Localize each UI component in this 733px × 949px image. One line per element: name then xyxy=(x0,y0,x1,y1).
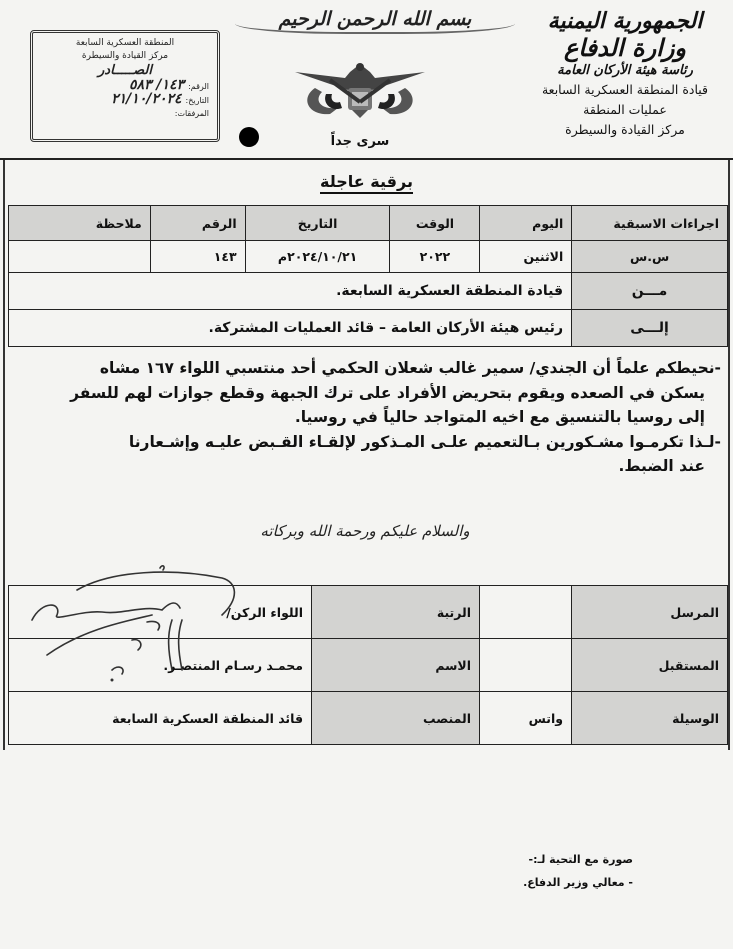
stamp-outgoing: الصـــــادر xyxy=(98,63,152,78)
to-row xyxy=(9,310,728,347)
value-day: الاثنين xyxy=(480,241,572,273)
message-body xyxy=(11,356,721,479)
info-data-row xyxy=(9,241,728,273)
signature-table xyxy=(8,585,728,745)
value-number: ١٤٣ xyxy=(150,241,245,273)
telegram-info-table xyxy=(8,205,728,273)
rank-value: اللواء الركن/ xyxy=(9,586,312,639)
value-time: ٢٠٢٢ xyxy=(390,241,480,273)
republic-name: الجمهورية اليمنية xyxy=(547,8,703,34)
header-note: ملاحظة xyxy=(9,206,151,241)
receiver-row xyxy=(9,639,728,692)
means-label: الوسيلة xyxy=(572,692,728,745)
telegram-title-text: برقية عاجلة xyxy=(320,172,413,194)
stamp-region: المنطقة العسكرية السابعة xyxy=(75,38,175,48)
header-priority: اجراءات الاسبقية xyxy=(572,206,728,241)
outgoing-stamp xyxy=(30,30,220,142)
stamp-number-value: ١٤٣/ ٥٨٣ xyxy=(128,77,185,93)
body-line: عند الضبط. xyxy=(618,457,705,475)
name-value: محمـد رسـام المنتصـر. xyxy=(9,639,312,692)
header-date: التاريخ xyxy=(245,206,390,241)
cc-recipient: - معالي وزير الدفاع. xyxy=(523,876,633,889)
header-day: اليوم xyxy=(480,206,572,241)
sender-label: المرسل xyxy=(572,586,728,639)
means-value: واتس xyxy=(480,692,572,745)
operations-name: عمليات المنطقة xyxy=(583,102,667,117)
from-value: قيادة المنطقة العسكرية السابعة. xyxy=(9,273,572,310)
stamp-attachments-label: المرفقات: xyxy=(174,109,209,118)
receiver-label: المستقبل xyxy=(572,639,728,692)
to-label: إلـــى xyxy=(572,310,728,347)
sender-row xyxy=(9,586,728,639)
means-row xyxy=(9,692,728,745)
to-value: رئيس هيئة الأركان العامة – قائد العمليات المشتركة. xyxy=(9,310,572,347)
position-label: المنصب xyxy=(312,692,480,745)
closing-greeting: والسلام عليكم ورحمة الله وبركاته xyxy=(260,522,470,540)
black-dot-mark xyxy=(239,127,259,147)
stamp-date-value: ٢١/١٠/٢٠٢٤ xyxy=(111,91,182,107)
value-note xyxy=(9,241,151,273)
stamp-date-label: التاريخ: xyxy=(185,96,209,105)
body-line: -لـذا تكرمـوا مشـكورين بـالتعميم علـى المـذكور لإلقـاء القـبض عليـه وإشـعارنا xyxy=(128,432,721,451)
ministry-name: وزارة الدفاع xyxy=(563,33,687,62)
sender-blank xyxy=(480,586,572,639)
letterhead xyxy=(525,8,725,140)
rank-label: الرتبة xyxy=(312,586,480,639)
stamp-center: مركز القيادة والسيطرة xyxy=(81,51,169,61)
position-value: قائد المنطقة العسكرية السابعة xyxy=(9,692,312,745)
value-date: ٢٠٢٤/١٠/٢١م xyxy=(245,241,390,273)
basmala: بسم الله الرحمن الرحيم xyxy=(235,8,515,34)
command-name: قيادة المنطقة العسكرية السابعة xyxy=(541,82,709,97)
classification-label: سرى جداً xyxy=(330,134,390,149)
body-line: يسكن في الصعده ويقوم بتحريض الأفراد على ترك الجبهة وقطع جوازات لهم للسفر xyxy=(70,383,705,402)
stamp-number-label: الرقم: xyxy=(188,82,209,91)
presidency-name: رئاسة هيئة الأركان العامة xyxy=(557,63,693,78)
body-line: -نحيطكم علماً أن الجندي/ سمير غالب شعلان الحكمي أحد منتسبي اللواء ١٦٧ مشاه xyxy=(99,359,721,377)
from-to-table xyxy=(8,272,728,347)
from-label: مـــن xyxy=(572,273,728,310)
telegram-title xyxy=(0,172,733,191)
carbon-copy xyxy=(523,848,633,894)
body-line: إلى روسيا بالتنسيق مع اخيه المتواجد حالياً في روسيا. xyxy=(294,408,705,426)
eagle-emblem-icon xyxy=(290,58,430,120)
cc-title: صورة مع التحية لـ:- xyxy=(528,853,633,866)
value-priority: س.س xyxy=(572,241,728,273)
header-time: الوقت xyxy=(390,206,480,241)
receiver-blank xyxy=(480,639,572,692)
name-label: الاسم xyxy=(312,639,480,692)
from-row xyxy=(9,273,728,310)
info-header-row xyxy=(9,206,728,241)
center-name: مركز القيادة والسيطرة xyxy=(565,122,685,137)
header-number: الرقم xyxy=(150,206,245,241)
